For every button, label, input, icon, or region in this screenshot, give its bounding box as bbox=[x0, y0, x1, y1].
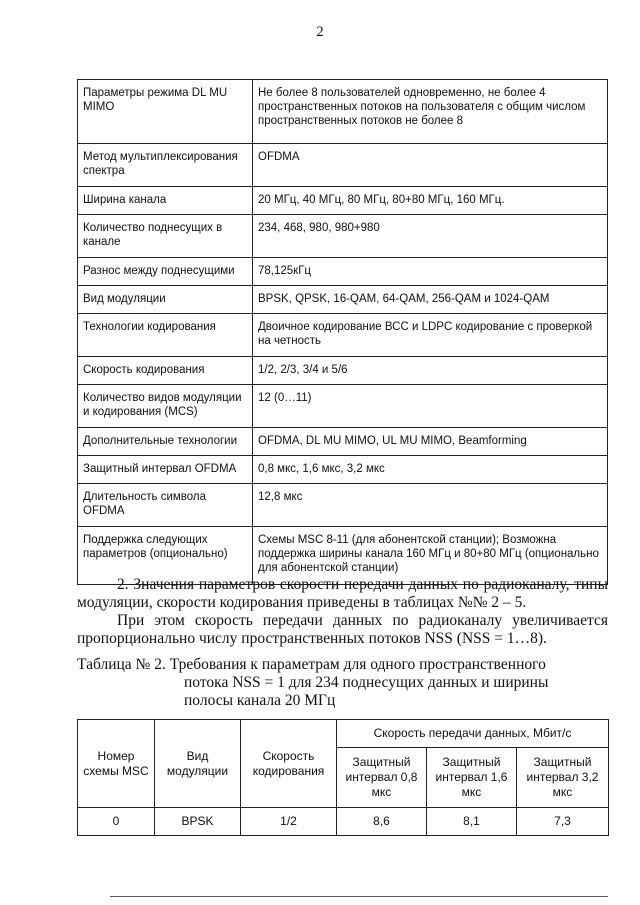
param-value: 12 (0…11) bbox=[253, 385, 608, 428]
param-name: Количество видов модуляции и кодирования (MCS) bbox=[78, 385, 253, 428]
cell-modulation: BPSK bbox=[155, 808, 241, 836]
table-row bbox=[78, 428, 608, 456]
caption-line: потока NSS = 1 для 234 поднесущих данных и ширины bbox=[184, 674, 549, 691]
parameters-table bbox=[77, 79, 608, 585]
table-row bbox=[78, 484, 608, 527]
param-value: 78,125кГц bbox=[253, 258, 608, 286]
paragraph bbox=[77, 612, 608, 648]
param-name: Разнос между поднесущими bbox=[78, 258, 253, 286]
header-row bbox=[78, 720, 609, 748]
cell-gi-32: 7,3 bbox=[517, 808, 609, 836]
param-value: 20 МГц, 40 МГц, 80 МГц, 80+80 МГц, 160 МГц. bbox=[253, 187, 608, 215]
column-header-modulation: Вид модуляции bbox=[155, 720, 241, 808]
param-name: Ширина канала bbox=[78, 187, 253, 215]
param-value: OFDMA bbox=[253, 144, 608, 187]
caption-line: Таблица № 2. Требования к параметрам для одного пространственного bbox=[77, 656, 546, 673]
caption-line: полосы канала 20 МГц bbox=[184, 692, 336, 709]
param-name: Дополнительные технологии bbox=[78, 428, 253, 456]
cell-gi-16: 8,1 bbox=[427, 808, 517, 836]
page-number: 2 bbox=[316, 24, 324, 40]
param-name: Длительность символа OFDMA bbox=[78, 484, 253, 527]
table-row bbox=[78, 314, 608, 357]
param-value: 234, 468, 980, 980+980 bbox=[253, 215, 608, 258]
table-row bbox=[78, 215, 608, 258]
param-name: Количество поднесущих в канале bbox=[78, 215, 253, 258]
param-name: Поддержка следующих параметров (опционально) bbox=[78, 527, 253, 585]
table-row bbox=[78, 357, 608, 385]
table-row bbox=[78, 258, 608, 286]
param-value: Схемы MSC 8-11 (для абонентской станции); Возможна поддержка ширины канала 160 МГц и 80+80 МГц (опционально для абонентской станции) bbox=[253, 527, 608, 585]
divider bbox=[110, 896, 608, 897]
param-value: Двоичное кодирование ВСС и LDPC кодирование с проверкой на четность bbox=[253, 314, 608, 357]
paragraph-text: 2. Значения параметров скорости передачи данных по радиоканалу, типы модуляции, скорости кодирования приведены в таблицах №№ 2 – 5. bbox=[77, 576, 608, 611]
param-value: BPSK, QPSK, 16-QAM, 64-QAM, 256-QAM и 1024-QAM bbox=[253, 286, 608, 314]
table-row bbox=[78, 144, 608, 187]
cell-msc: 0 bbox=[78, 808, 155, 836]
param-value: Не более 8 пользователей одновременно, не более 4 пространственных потоков на пользователя с общим числом пространственных потоков не более 8 bbox=[253, 80, 608, 144]
table-row bbox=[78, 80, 608, 144]
param-value: 0,8 мкс, 1,6 мкс, 3,2 мкс bbox=[253, 456, 608, 484]
param-name: Скорость кодирования bbox=[78, 357, 253, 385]
column-header-gi-32: Защитный интервал 3,2 мкс bbox=[517, 748, 609, 808]
cell-coding-rate: 1/2 bbox=[241, 808, 337, 836]
table-row bbox=[78, 808, 609, 836]
speed-table bbox=[77, 719, 609, 836]
param-name: Параметры режима DL MU MIMO bbox=[78, 80, 253, 144]
cell-gi-08: 8,6 bbox=[337, 808, 427, 836]
column-header-data-rate: Скорость передачи данных, Мбит/с bbox=[337, 720, 609, 748]
table-row bbox=[78, 286, 608, 314]
paragraph bbox=[77, 576, 608, 612]
table-row bbox=[78, 456, 608, 484]
table-caption bbox=[77, 656, 608, 710]
param-name: Защитный интервал OFDMA bbox=[78, 456, 253, 484]
param-value: 1/2, 2/3, 3/4 и 5/6 bbox=[253, 357, 608, 385]
param-name: Технологии кодирования bbox=[78, 314, 253, 357]
paragraph-text: При этом скорость передачи данных по радиоканалу увеличивается пропорционально числу пространственных потоков NSS (NSS = 1…8). bbox=[77, 612, 608, 647]
column-header-gi-08: Защитный интервал 0,8 мкс bbox=[337, 748, 427, 808]
table-row bbox=[78, 187, 608, 215]
param-name: Метод мультиплексирования спектра bbox=[78, 144, 253, 187]
param-value: OFDMA, DL MU MIMO, UL MU MIMO, Beamforming bbox=[253, 428, 608, 456]
column-header-coding-rate: Скорость кодирования bbox=[241, 720, 337, 808]
column-header-gi-16: Защитный интервал 1,6 мкс bbox=[427, 748, 517, 808]
param-name: Вид модуляции bbox=[78, 286, 253, 314]
column-header-msc: Номер схемы MSC bbox=[78, 720, 155, 808]
table-row bbox=[78, 385, 608, 428]
param-value: 12,8 мкс bbox=[253, 484, 608, 527]
